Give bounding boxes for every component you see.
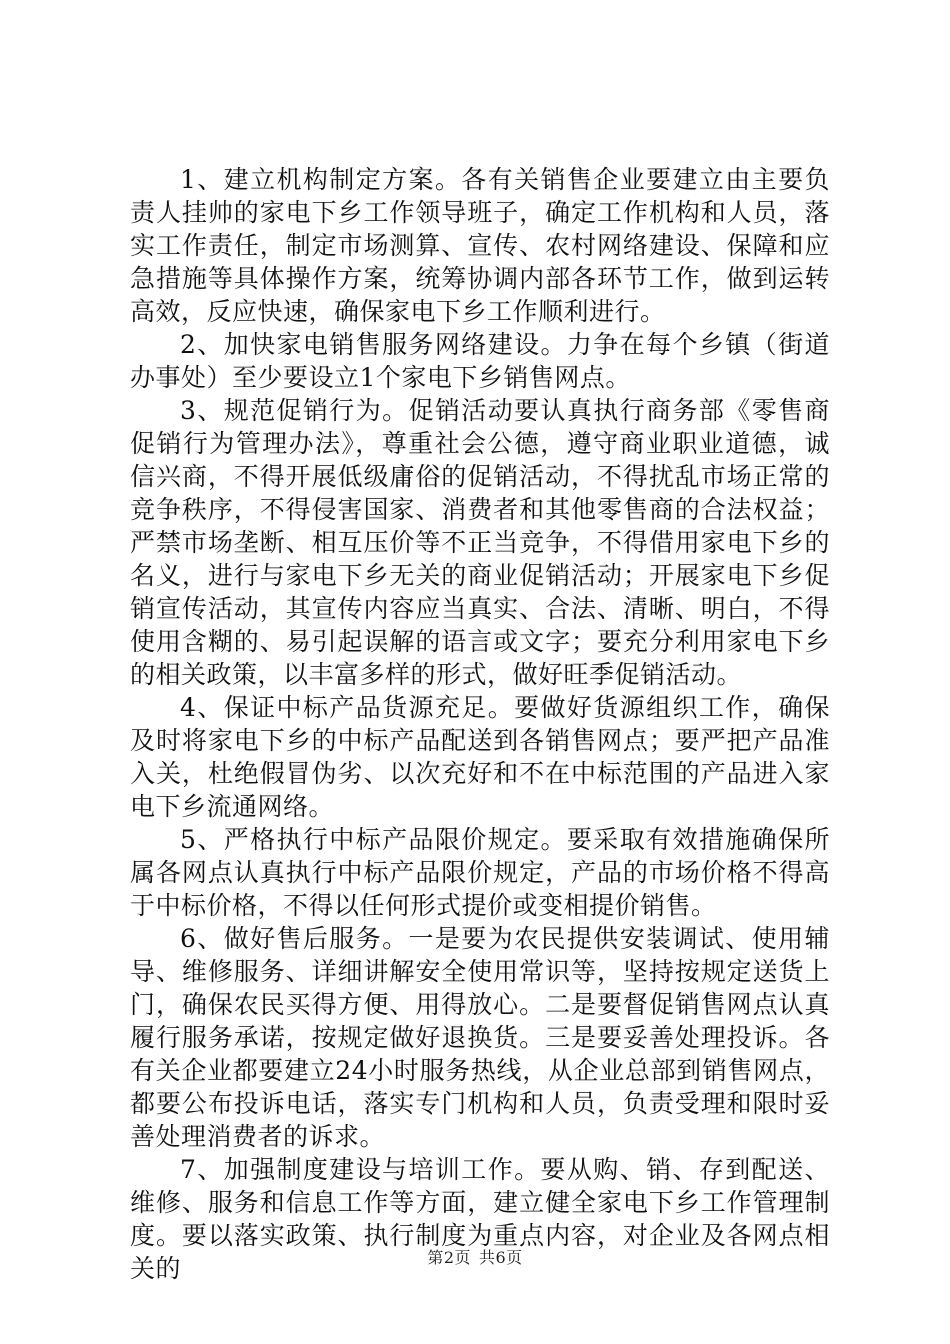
page-number-current: 第2页 xyxy=(427,1248,471,1267)
paragraph-6: 6、做好售后服务。一是要为农民提供安装调试、使用辅导、维修服务、详细讲解安全使用常识等，坚持按规定送货上门，确保农民买得方便、用得放心。二是要督促销售网点认真履行服务承诺，按规定做好退换货。三是要妥善处理投诉。各有关企业都要建立24小时服务热线，从企业总部到销售网点，都要公布投诉电话，落实专门机构和人员，负责受理和限时妥善处理消费者的诉求。 xyxy=(130,924,830,1151)
paragraph-5: 5、严格执行中标产品限价规定。要采取有效措施确保所属各网点认真执行中标产品限价规定，产品的市场价格不得高于中标价格，不得以任何形式提价或变相提价销售。 xyxy=(130,825,830,920)
paragraph-2: 2、加快家电销售服务网络建设。力争在每个乡镇（街道办事处）至少要设立1个家电下乡销售网点。 xyxy=(130,330,830,392)
paragraph-1: 1、建立机构制定方案。各有关销售企业要建立由主要负责人挂帅的家电下乡工作领导班子，确定工作机构和人员，落实工作责任，制定市场测算、宣传、农村网络建设、保障和应急措施等具体操作方案，统筹协调内部各环节工作，做到运转高效，反应快速，确保家电下乡工作顺利进行。 xyxy=(130,165,830,326)
document-body xyxy=(130,163,830,1285)
paragraph-4: 4、保证中标产品货源充足。要做好货源组织工作，确保及时将家电下乡的中标产品配送到各销售网点；要严把产品准入关，杜绝假冒伪劣、以次充好和不在中标范围的产品进入家电下乡流通网络。 xyxy=(130,693,830,821)
paragraph-3: 3、规范促销行为。促销活动要认真执行商务部《零售商促销行为管理办法》，尊重社会公德，遵守商业职业道德，诚信兴商，不得开展低级庸俗的促销活动，不得扰乱市场正常的竞争秩序，不得侵害国家、消费者和其他零售商的合法权益；严禁市场垄断、相互压价等不正当竞争，不得借用家电下乡的名义，进行与家电下乡无关的商业促销活动；开展家电下乡促销宣传活动，其宣传内容应当真实、合法、清晰、明白，不得使用含糊的、易引起误解的语言或文字；要充分利用家电下乡的相关政策，以丰富多样的形式，做好旺季促销活动。 xyxy=(130,396,830,689)
paragraph-7: 7、加强制度建设与培训工作。要从购、销、存到配送、维修、服务和信息工作等方面，建立健全家电下乡工作管理制度。要以落实政策、执行制度为重点内容，对企业及各网点相关的 xyxy=(130,1155,830,1283)
page-footer xyxy=(0,1245,950,1268)
page-number-total: 共6页 xyxy=(479,1248,523,1267)
